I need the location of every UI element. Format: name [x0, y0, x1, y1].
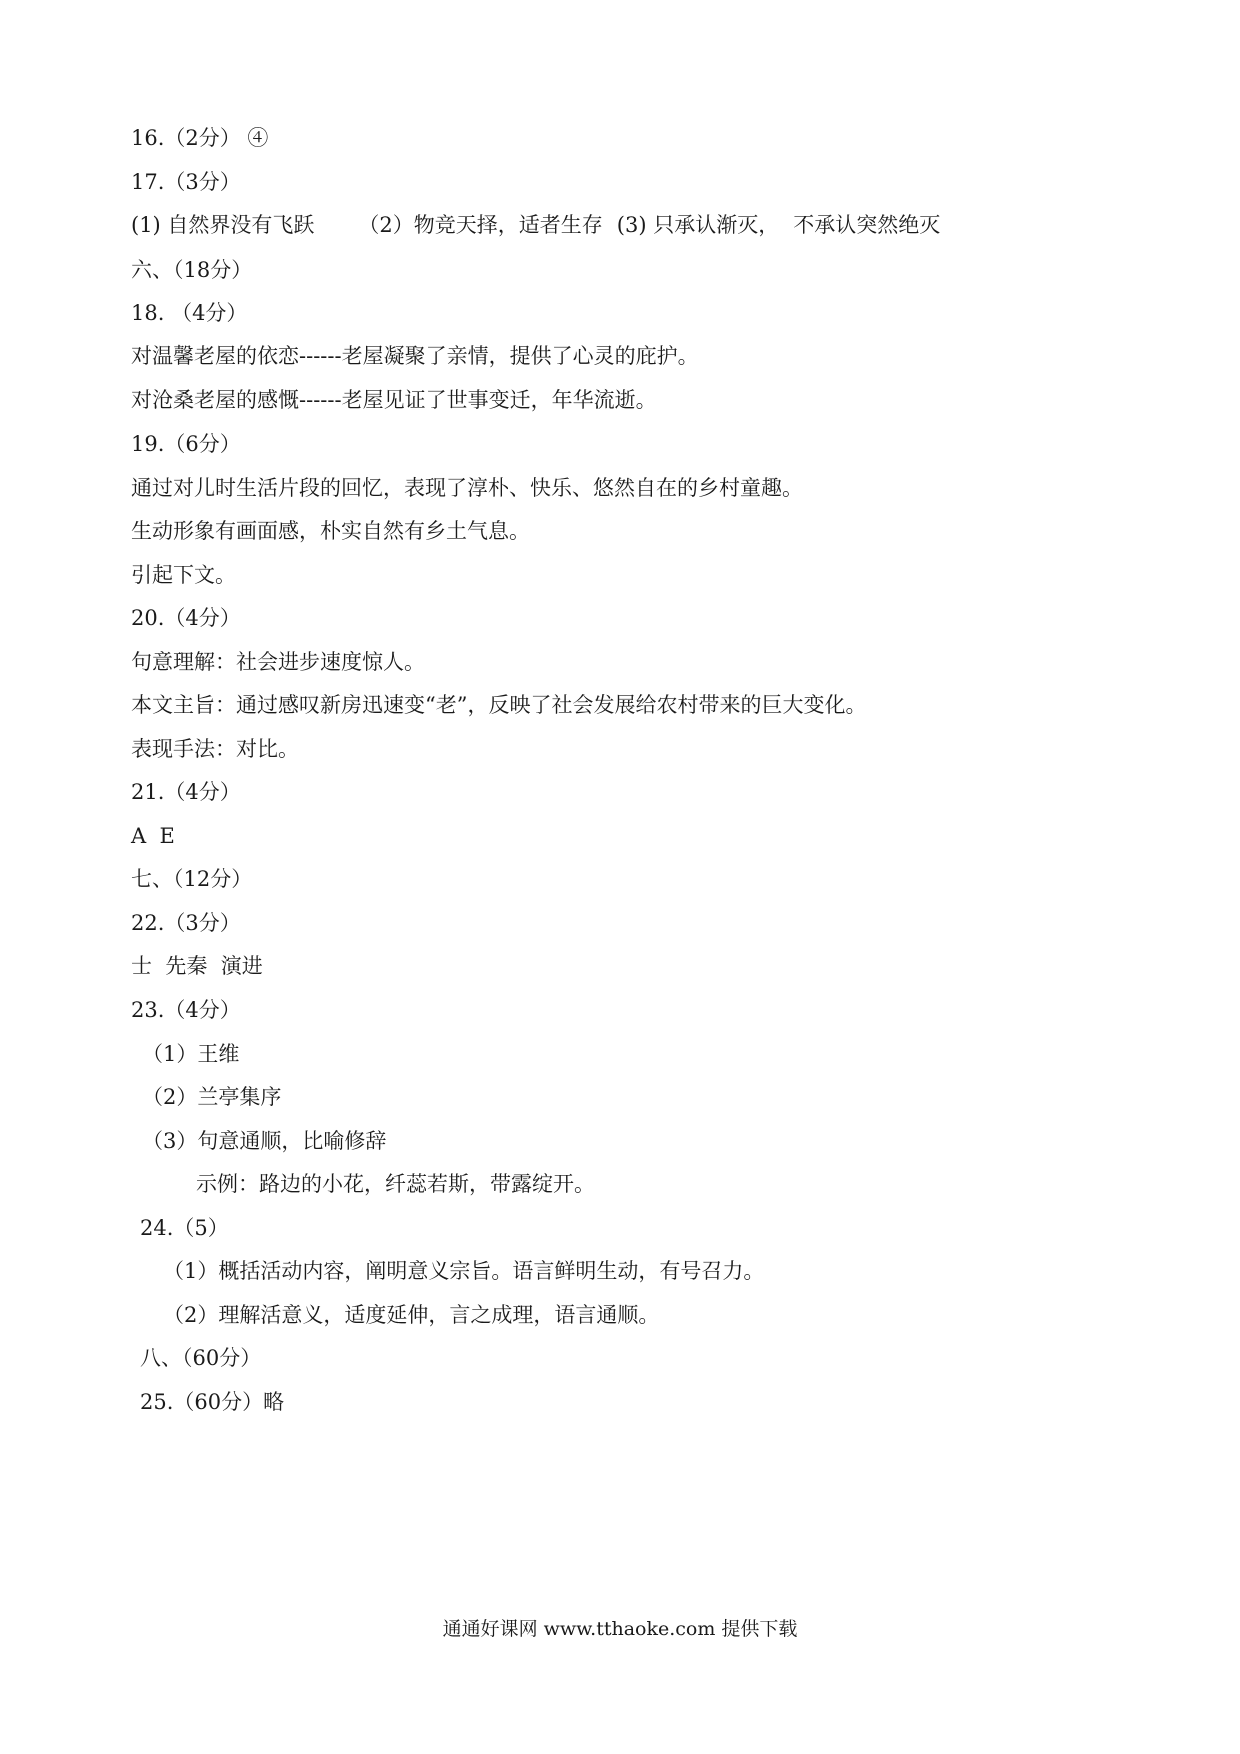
section-7-heading: 七、（12分）: [131, 867, 253, 891]
q18-answer-1: 对温馨老屋的依恋------老屋凝聚了亲情，提供了心灵的庇护。: [131, 344, 699, 368]
q24-heading: 24.（5）: [140, 1216, 229, 1240]
q19-heading: 19.（6分）: [131, 432, 241, 456]
footer-source: 通通好课网 www.tthaoke.com 提供下载: [442, 1618, 798, 1640]
q20-answer-2: 本文主旨：通过感叹新房迅速变“老”，反映了社会发展给农村带来的巨大变化。: [131, 693, 867, 717]
section-8-heading: 八、（60分）: [140, 1346, 262, 1370]
q22-heading: 22.（3分）: [131, 911, 241, 935]
q17-part1: (1) 自然界没有飞跃: [131, 213, 315, 237]
q25-answer: 25.（60分）略: [140, 1390, 285, 1414]
q19-answer-2: 生动形象有画面感，朴实自然有乡土气息。: [131, 519, 530, 543]
q20-heading: 20.（4分）: [131, 606, 241, 630]
q18-answer-2: 对沧桑老屋的感慨------老屋见证了世事变迁，年华流逝。: [131, 388, 657, 412]
q24-answer-1: （1）概括活动内容，阐明意义宗旨。语言鲜明生动，有号召力。: [163, 1259, 765, 1283]
q17-answer: [131, 211, 940, 239]
q23-example: 示例：路边的小花，纤蕊若斯，带露绽开。: [196, 1172, 595, 1196]
q23-answer-3: （3）句意通顺，比喻修辞: [142, 1129, 387, 1153]
section-6-heading: 六、（18分）: [131, 258, 253, 282]
q17-part4: 不承认突然绝灭: [793, 213, 941, 237]
q17-heading: 17.（3分）: [131, 170, 241, 194]
q19-answer-3: 引起下文。: [131, 563, 236, 587]
q20-answer-1: 句意理解：社会进步速度惊人。: [131, 650, 425, 674]
q19-answer-1: 通过对儿时生活片段的回忆，表现了淳朴、快乐、悠然自在的乡村童趣。: [131, 476, 803, 500]
q23-heading: 23.（4分）: [131, 998, 241, 1022]
q18-heading: 18. （4分）: [131, 301, 248, 325]
q21-answer: A E: [131, 824, 175, 848]
q20-answer-3: 表现手法：对比。: [131, 737, 299, 761]
q22-answer: 士 先秦 演进: [131, 954, 263, 978]
q24-answer-2: （2）理解活意义，适度延伸，言之成理，语言通顺。: [163, 1303, 660, 1327]
q17-part3: (3) 只承认渐灭，: [616, 213, 780, 237]
q23-answer-2: （2）兰亭集序: [142, 1085, 282, 1109]
q16-answer: 16.（2分） ④: [131, 126, 269, 150]
q21-heading: 21.（4分）: [131, 780, 241, 804]
q17-part2: （2）物竞天择，适者生存: [358, 213, 603, 237]
q23-answer-1: （1）王维: [142, 1042, 240, 1066]
